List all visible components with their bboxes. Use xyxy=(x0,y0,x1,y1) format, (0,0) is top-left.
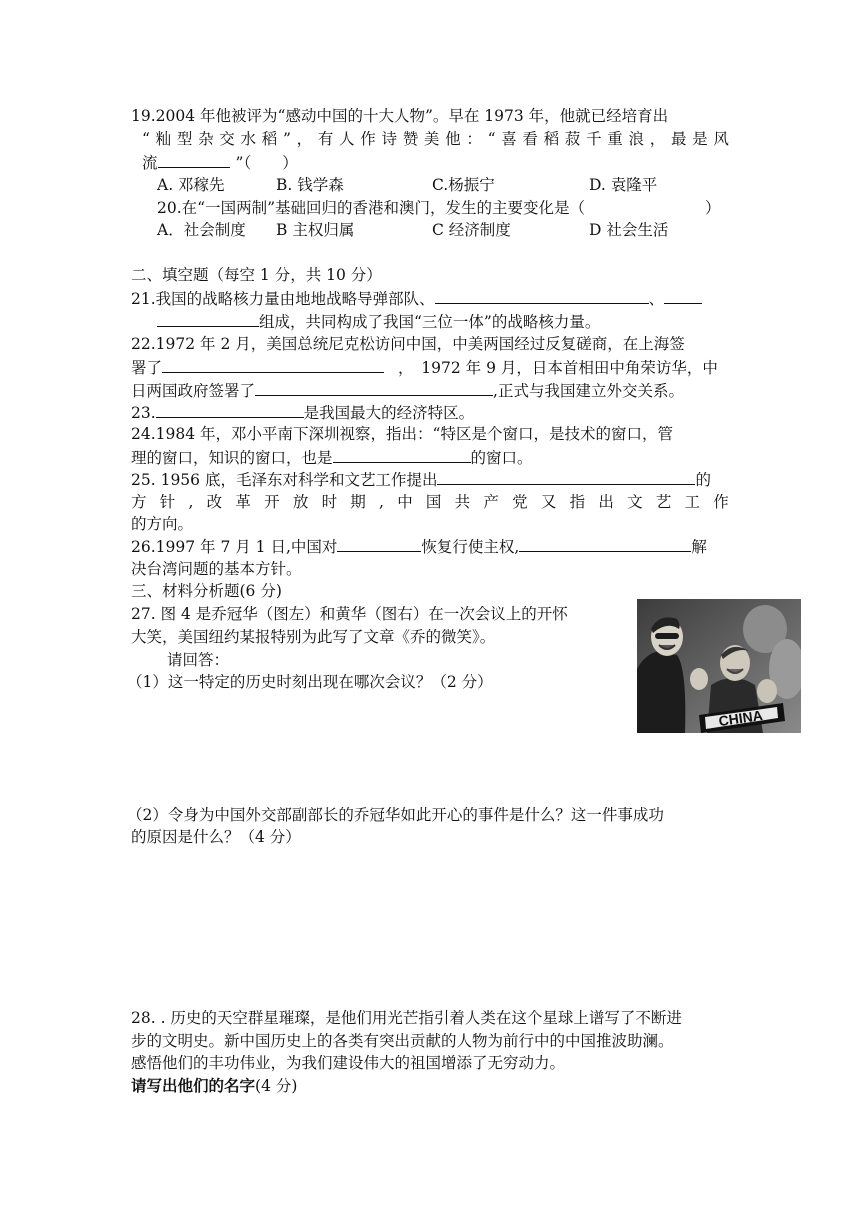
q22-blank-2[interactable] xyxy=(255,379,493,396)
q28-line2: 步的文明史。新中国历史上的各类有突出贡献的人物为前行中的中国推波助澜。 xyxy=(131,1032,674,1050)
q23-blank[interactable] xyxy=(156,401,304,418)
q19-line2-char: 人 xyxy=(339,130,355,148)
q19-line2-char: 诗 xyxy=(381,130,397,148)
q19-line2 xyxy=(142,128,729,150)
q26-blank-2[interactable] xyxy=(519,535,691,552)
q25-blank[interactable] xyxy=(437,468,695,485)
q25-line2-char: 放 xyxy=(292,493,309,511)
q25-line2-char: 文 xyxy=(627,493,643,511)
section3-heading: 三、材料分析题(6 分) xyxy=(131,582,282,600)
q20-option-d: D 社会生活 xyxy=(589,221,669,239)
q19-line2-char: “ xyxy=(142,130,150,148)
q19-line2-char: 菽 xyxy=(564,130,581,148)
q19-line2-char: 稻 xyxy=(261,130,278,148)
q19-line2-char: 杂 xyxy=(198,130,214,148)
q26-line1-prefix: 26.1997 年 7 月 1 日,中国对 xyxy=(131,538,338,556)
q19-line2-char: 他 xyxy=(445,130,461,148)
q22-line2 xyxy=(131,356,718,379)
q24-blank[interactable] xyxy=(333,446,471,463)
q25-line1-suffix: 的 xyxy=(695,471,711,489)
q19-line2-char: ” xyxy=(282,130,291,148)
q19-line2-char: 是 xyxy=(692,130,708,148)
q19-line2-char: 有 xyxy=(317,130,334,148)
q23-line xyxy=(131,401,474,424)
q25-line2-char: 党 xyxy=(512,493,528,511)
q24-line2 xyxy=(131,446,533,469)
q22-line1: 22.1972 年 2 月，美国总统尼克松访问中国，中美两国经过反复磋商，在上海签 xyxy=(131,335,685,353)
q19-option-d: D. 袁隆平 xyxy=(589,176,658,194)
q19-option-b: B. 钱学森 xyxy=(276,176,344,194)
q25-line2-char: 时 xyxy=(321,493,338,511)
q25-line2-char: 共 xyxy=(454,493,471,511)
q19-line2-char: 浪 xyxy=(628,130,645,148)
section2-heading: 二、填空题（每空 1 分，共 10 分） xyxy=(131,266,382,284)
q19-line2-char: ， xyxy=(296,130,313,148)
q20-option-a: A．社会制度 xyxy=(157,221,246,239)
q25-line2-char: 出 xyxy=(598,493,614,511)
q19-line2-char: “ xyxy=(487,130,496,148)
q19-line2-char: ： xyxy=(466,130,482,148)
q26-blank-1[interactable] xyxy=(337,535,421,552)
q19-line2-char: 籼 xyxy=(155,130,172,148)
q28-line3: 感悟他们的丰功伟业，为我们建设伟大的祖国增添了无穷动力。 xyxy=(131,1054,566,1072)
q20-option-b: B 主权归属 xyxy=(276,221,355,239)
q22-line3-suffix: ,正式与我国建立外交关系。 xyxy=(493,382,684,400)
conference-photo xyxy=(637,599,801,733)
q19-line2-char: 型 xyxy=(176,130,193,148)
q21-blank-2a[interactable] xyxy=(664,287,702,304)
q19-line2-char: 千 xyxy=(586,130,602,148)
q25-line2-char: 中 xyxy=(397,493,413,511)
q25-line2-char: 国 xyxy=(425,493,442,511)
q25-line2-char: 又 xyxy=(540,493,557,511)
q25-line2-char: , xyxy=(379,493,384,511)
q25-line2-char: 针 xyxy=(159,493,176,511)
q27-sub1: （1）这一特定的历史时刻出现在哪次会议？（2 分） xyxy=(127,673,493,691)
q22-line3 xyxy=(131,379,684,402)
q25-line2-char: 工 xyxy=(684,493,701,511)
q19-line3-suffix: ”（ ） xyxy=(235,154,298,172)
q19-line3-prefix: 流 xyxy=(142,154,158,172)
q23-prefix: 23. xyxy=(131,404,156,422)
q19-line2-char: 最 xyxy=(670,130,687,148)
q25-line2-char: 改 xyxy=(206,493,223,511)
q27-sub2-line2: 的原因是什么？（4 分） xyxy=(131,828,301,846)
q27-line2: 大笑，美国纽约某报特别为此写了文章《乔的微笑》。 xyxy=(131,628,496,646)
q25-line2-char: 开 xyxy=(264,493,280,511)
conference-photo-image xyxy=(637,599,801,733)
q20-option-c: C 经济制度 xyxy=(432,221,511,239)
q22-line2-mid: ， 1972 年 9 月，日本首相田中角荣访华，中 xyxy=(398,359,718,377)
q19-line2-char: 交 xyxy=(219,130,235,148)
q25-line2-char: 艺 xyxy=(655,493,672,511)
q25-line2-char: 作 xyxy=(713,493,729,511)
q25-line2-char: 方 xyxy=(131,493,147,511)
q19-option-a: A. 邓稼先 xyxy=(157,176,225,194)
q19-line2-char: 赞 xyxy=(402,130,419,148)
q22-line3-prefix: 日两国政府签署了 xyxy=(131,382,256,400)
q26-line1 xyxy=(131,535,707,558)
q28-points: (4 分) xyxy=(255,1077,298,1095)
q21-line2 xyxy=(157,310,600,333)
q27-prompt: 请回答： xyxy=(167,651,230,669)
q25-line2-char: 革 xyxy=(235,493,251,511)
q19-line2-char: 水 xyxy=(240,130,257,148)
q22-line2-prefix: 署了 xyxy=(131,359,163,377)
q19-line3 xyxy=(142,151,298,174)
q26-line1-suffix: 解 xyxy=(691,538,707,556)
q26-line1-mid: 恢复行使主权, xyxy=(421,538,520,556)
q27-sub2-line1: （2）令身为中国外交部副部长的乔冠华如此开心的事件是什么？这一件事成功 xyxy=(127,806,664,824)
q25-line2-char: 期 xyxy=(350,493,366,511)
q19-line2-char: 风 xyxy=(713,130,729,148)
q21-line1-prefix: 21.我国的战略核力量由地地战略导弹部队、 xyxy=(131,290,435,308)
china-placard-text: CHINA xyxy=(717,707,764,730)
q28-instruction: 请写出他们的名字 xyxy=(131,1076,256,1095)
q24-line2-prefix: 理的窗口，知识的窗口，也是 xyxy=(131,449,333,467)
q19-line2-char: 重 xyxy=(607,130,623,148)
q25-line2-char: 指 xyxy=(569,493,586,511)
q19-line2-char: 美 xyxy=(423,130,440,148)
q25-line3: 的方向。 xyxy=(131,515,194,533)
q19-line2-char: 稻 xyxy=(543,130,560,148)
q27-line1: 27. 图 4 是乔冠华（图左）和黄华（图右）在一次会议上的开怀 xyxy=(131,605,568,623)
q28-line1: 28. . 历史的天空群星璀璨，是他们用光芒指引着人类在这个星球上谱写了不断进 xyxy=(131,1009,682,1027)
q22-blank-1[interactable] xyxy=(162,356,384,373)
q20-stem-close: ） xyxy=(705,199,721,217)
q24-line1: 24.1984 年，邓小平南下深圳视察，指出：“特区是个窗口，是技术的窗口，管 xyxy=(131,425,673,443)
q25-line2-char: 产 xyxy=(483,493,499,511)
q19-answer-blank[interactable] xyxy=(158,151,230,168)
q25-line1 xyxy=(131,468,711,491)
q21-sep: 、 xyxy=(648,290,665,308)
q26-line2: 决台湾问题的基本方针。 xyxy=(131,560,302,578)
q20-stem: 20.在“一国两制”基础回归的香港和澳门，发生的主要变化是（ xyxy=(157,199,586,217)
q23-suffix: 是我国最大的经济特区。 xyxy=(303,404,475,422)
q25-line2 xyxy=(131,491,729,513)
q19-line2-char: 喜 xyxy=(501,130,517,148)
q19-line2-char: 作 xyxy=(360,130,376,148)
q19-option-c: C.杨振宁 xyxy=(432,176,495,194)
q24-line2-suffix: 的窗口。 xyxy=(470,449,533,467)
q25-line2-char: , xyxy=(188,493,194,511)
q19-line1: 19.2004 年他被评为“感动中国的十大人物”。早在 1973 年，他就已经培育出 xyxy=(131,107,669,125)
q28-instruction-line xyxy=(131,1075,297,1097)
q21-blank-1[interactable] xyxy=(435,287,649,304)
q25-line1-prefix: 25. 1956 底，毛泽东对科学和文艺工作提出 xyxy=(131,471,438,489)
q21-line2-suffix: 组成，共同构成了我国“三位一体”的战略核力量。 xyxy=(259,313,601,331)
q19-line2-char: 看 xyxy=(522,130,538,148)
q21-line1 xyxy=(131,287,702,310)
q19-line2-char: ， xyxy=(649,130,666,148)
q21-blank-2b[interactable] xyxy=(157,310,259,327)
